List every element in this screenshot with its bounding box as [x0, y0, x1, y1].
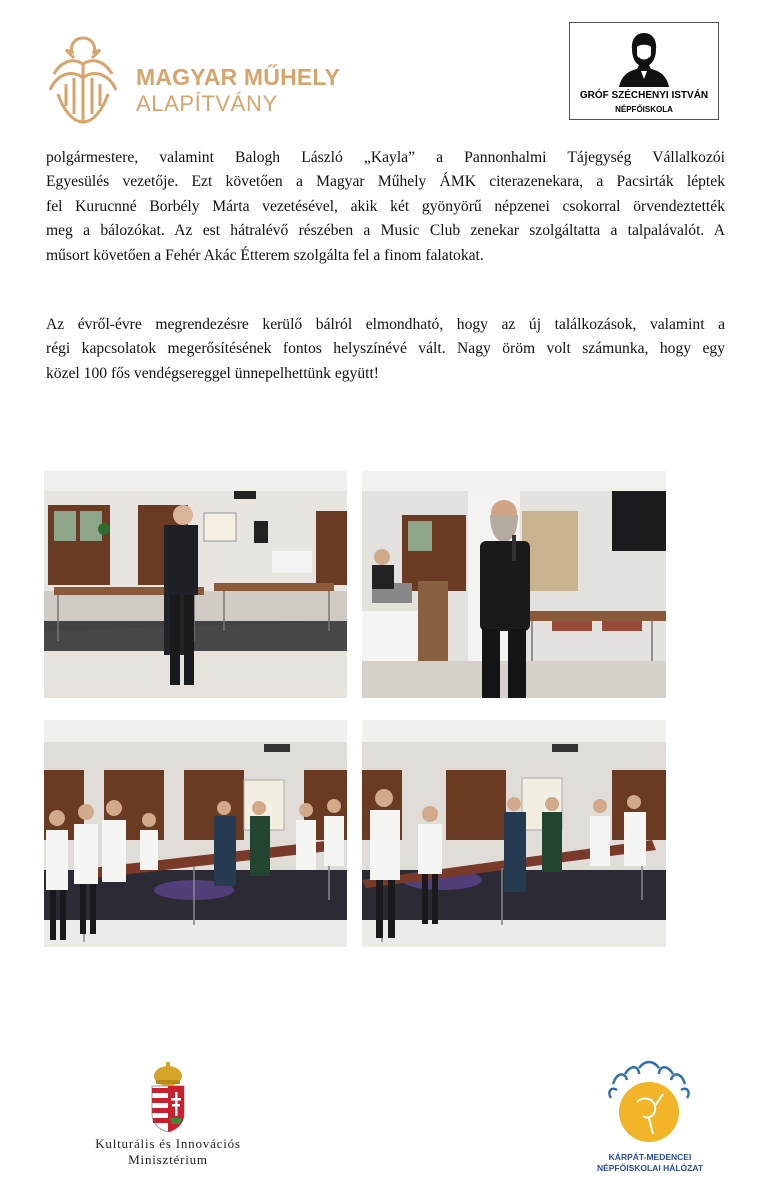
ministry-name-line1: Kulturális és Innovációs: [95, 1136, 241, 1151]
logo-title: MAGYAR MŰHELY: [136, 64, 341, 90]
logo-right-subtitle: NÉPFŐISKOLA: [615, 105, 673, 114]
eagle-emblem-icon: [44, 34, 122, 126]
paragraph-2: [46, 313, 725, 386]
carpathian-basin-emblem-icon: [603, 1058, 695, 1150]
network-name-line2: NÉPFŐISKOLAI HÁLÓZAT: [596, 1163, 704, 1173]
magyar-muhely-logo: [44, 34, 344, 126]
hungarian-coat-of-arms-icon: [148, 1062, 188, 1132]
photo-bearded-speaker: [362, 471, 666, 698]
logo-subtitle: ALAPÍTVÁNY: [136, 91, 278, 116]
text-line: meg a bálozókat. Az est hátralévő részében a Music Club zenekar szolgáltatta a talpalávalót. A: [46, 222, 725, 240]
logo-right-title: GRÓF SZÉCHENYI ISTVÁN: [579, 90, 709, 101]
photo-zither-orchestra-2: [362, 720, 666, 947]
text-line: polgármestere, valamint Balogh László „Kayla” a Pannonhalmi Tájegység Vállalkozói: [46, 149, 725, 166]
text-line: műsort követően a Fehér Akác Étterem szolgálta fel a finom falatokat.: [46, 246, 484, 264]
text-line: régi kapcsolatok megerősítésének fontos helyszínévé vált. Nagy öröm volt számunka, hogy egy: [46, 340, 725, 358]
text-line: fel Kurucnné Borbély Márta vezetésével, akik két gyönyörű népzenei csokorral örvendeztették: [46, 197, 725, 215]
paragraph-1: [46, 146, 725, 268]
szechenyi-portrait-icon: [615, 27, 673, 87]
network-name-line1: KÁRPÁT-MEDENCEI: [608, 1152, 692, 1162]
karpat-medencei-logo: [585, 1058, 715, 1178]
szechenyi-nepfoiskola-logo: [569, 22, 719, 120]
text-line: Egyesülés vezetője. Ezt követően a Magyar Műhely ÁMK citerazenekara, a Pacsirták léptek: [46, 173, 725, 191]
ministry-name-line2: Minisztérium: [128, 1152, 208, 1167]
photo-speaker-stage: [44, 471, 347, 698]
photo-zither-orchestra-1: [44, 720, 347, 947]
ministry-logo: [70, 1062, 270, 1172]
text-line: közel 100 fős vendégsereggel ünnepelhettünk együtt!: [46, 364, 379, 382]
text-line: Az évről-évre megrendezésre kerülő bálról elmondható, hogy az új találkozások, valamint a: [46, 316, 725, 333]
